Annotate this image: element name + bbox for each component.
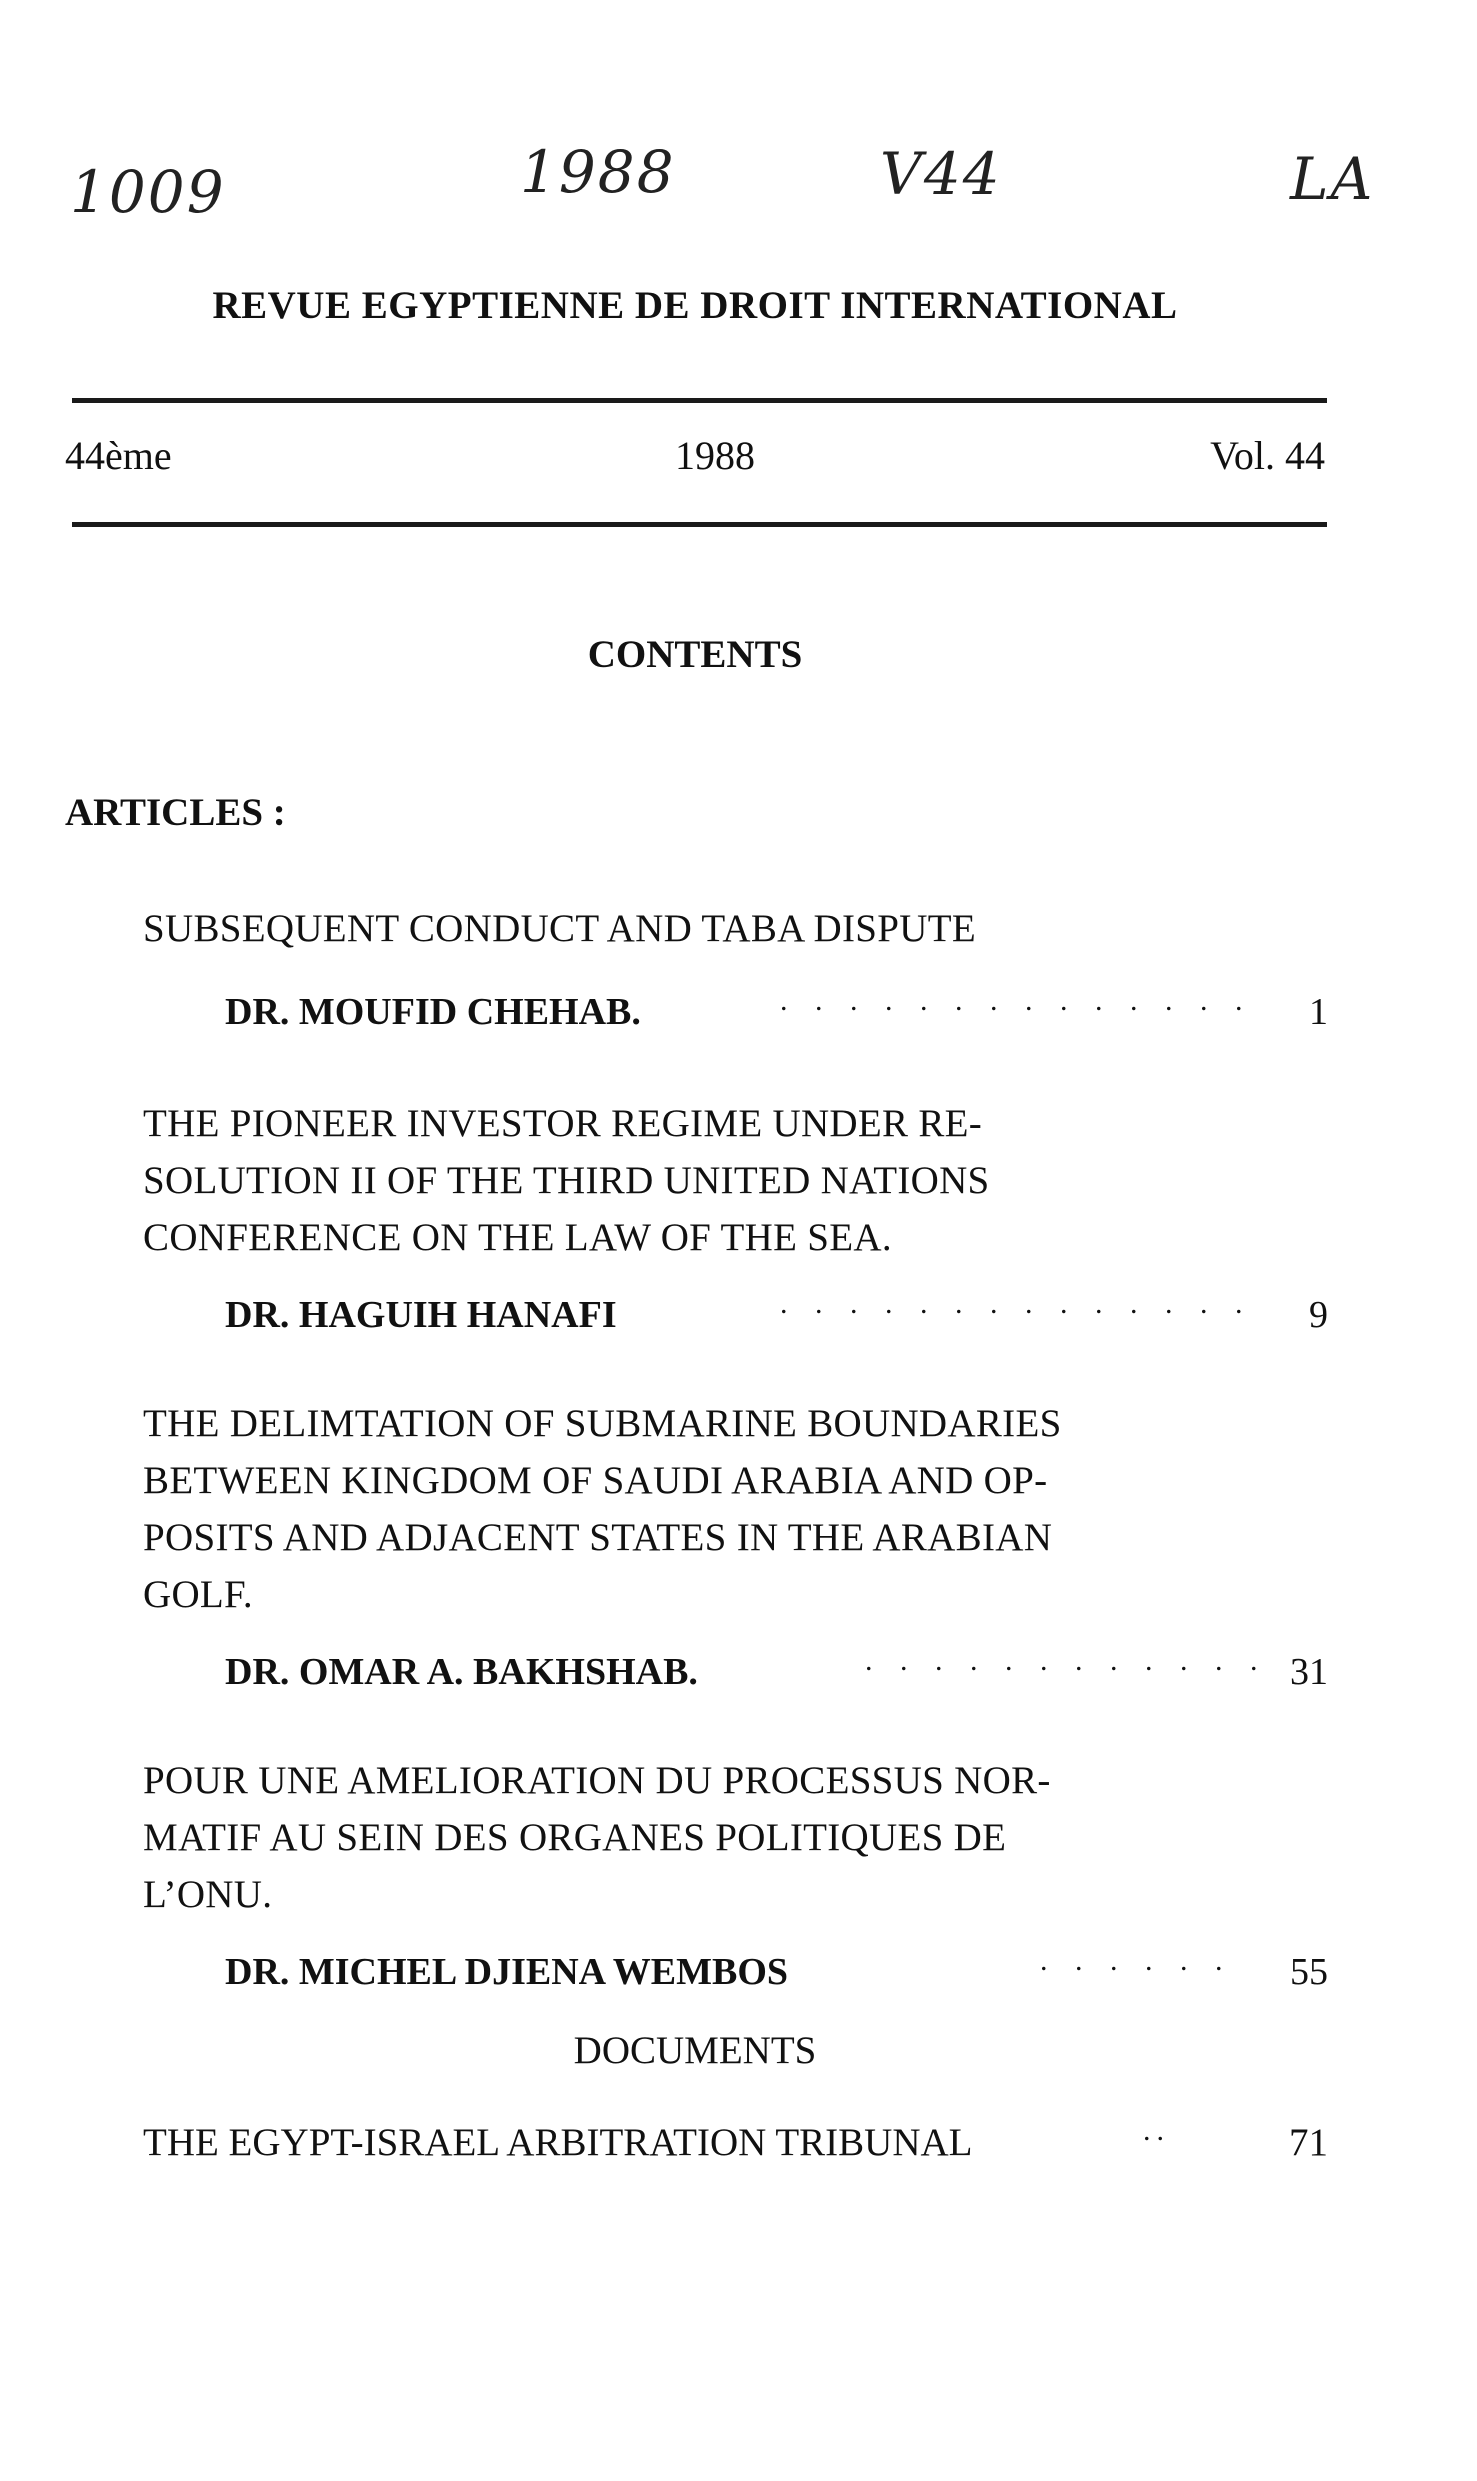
article-title [143,1395,1225,1623]
articles-heading: ARTICLES : [65,791,286,834]
article-author-row [225,1644,1328,1700]
article-page-number: 31 [1290,1651,1328,1693]
article-title-line: MATIF AU SEIN DES ORGANES POLITIQUES DE [143,1816,1007,1859]
article-author-row [225,1944,1328,2000]
article-title-line: POUR UNE AMELIORATION DU PROCESSUS NOR- [143,1759,1051,1802]
article-title-line: POSITS AND ADJACENT STATES IN THE ARABIAN [143,1516,1053,1559]
article-author-row [225,1287,1328,1343]
article-author: DR. HAGUIH HANAFI [225,1294,617,1336]
document-title: THE EGYPT-ISRAEL ARBITRATION TRIBUNAL [143,2121,973,2164]
volume-label: Vol. 44 [1210,433,1325,478]
article-title-line: CONFERENCE ON THE LAW OF THE SEA. [143,1216,892,1259]
leader-dots: . . . . . . . . . . . . [865,1644,1268,1677]
journal-title: REVUE EGYPTIENNE DE DROIT INTERNATIONAL [212,284,1178,327]
article-title [143,1752,1225,1923]
leader-dots: . . . . . . . . . . . . . . [780,984,1253,1017]
article-author: DR. MOUFID CHEHAB. [225,991,641,1033]
article-title-line: SUBSEQUENT CONDUCT AND TABA DISPUTE [143,907,976,950]
handwritten-mark-2: 1988 [520,138,676,206]
article-author-row [225,984,1328,1040]
article-title-line: THE PIONEER INVESTOR REGIME UNDER RE- [143,1102,983,1145]
edition-label: 44ème [65,433,172,478]
top-rule [72,398,1327,403]
handwritten-mark-3: V44 [880,140,1002,208]
documents-heading: DOCUMENTS [573,2029,817,2072]
bottom-rule [72,522,1327,527]
article-page-number: 9 [1309,1294,1328,1336]
leader-dots: . . . . . . [1040,1944,1233,1977]
article-title-line: L’ONU. [143,1873,273,1916]
handwritten-mark-4: LA [1290,145,1375,213]
article-page-number: 55 [1290,1951,1328,1993]
article-title-line: BETWEEN KINGDOM OF SAUDI ARABIA AND OP- [143,1459,1048,1502]
contents-title: CONTENTS [587,633,803,676]
leader-dots: .. [1143,2114,1170,2147]
article-title-line: THE DELIMTATION OF SUBMARINE BOUNDARIES [143,1402,1062,1445]
article-author: DR. MICHEL DJIENA WEMBOS [225,1951,789,1993]
article-title-line: SOLUTION II OF THE THIRD UNITED NATIONS [143,1159,990,1202]
year-label: 1988 [675,433,755,478]
article-title-line: GOLF. [143,1573,253,1616]
volume-line [65,432,1325,482]
handwritten-mark-1: 1009 [70,158,226,226]
document-page-number: 71 [1289,2121,1328,2164]
article-author: DR. OMAR A. BAKHSHAB. [225,1651,698,1693]
leader-dots: . . . . . . . . . . . . . . [780,1287,1253,1320]
article-title [143,1095,1225,1266]
article-title [143,900,1225,957]
article-page-number: 1 [1309,991,1328,1033]
document-entry [143,2114,1328,2170]
